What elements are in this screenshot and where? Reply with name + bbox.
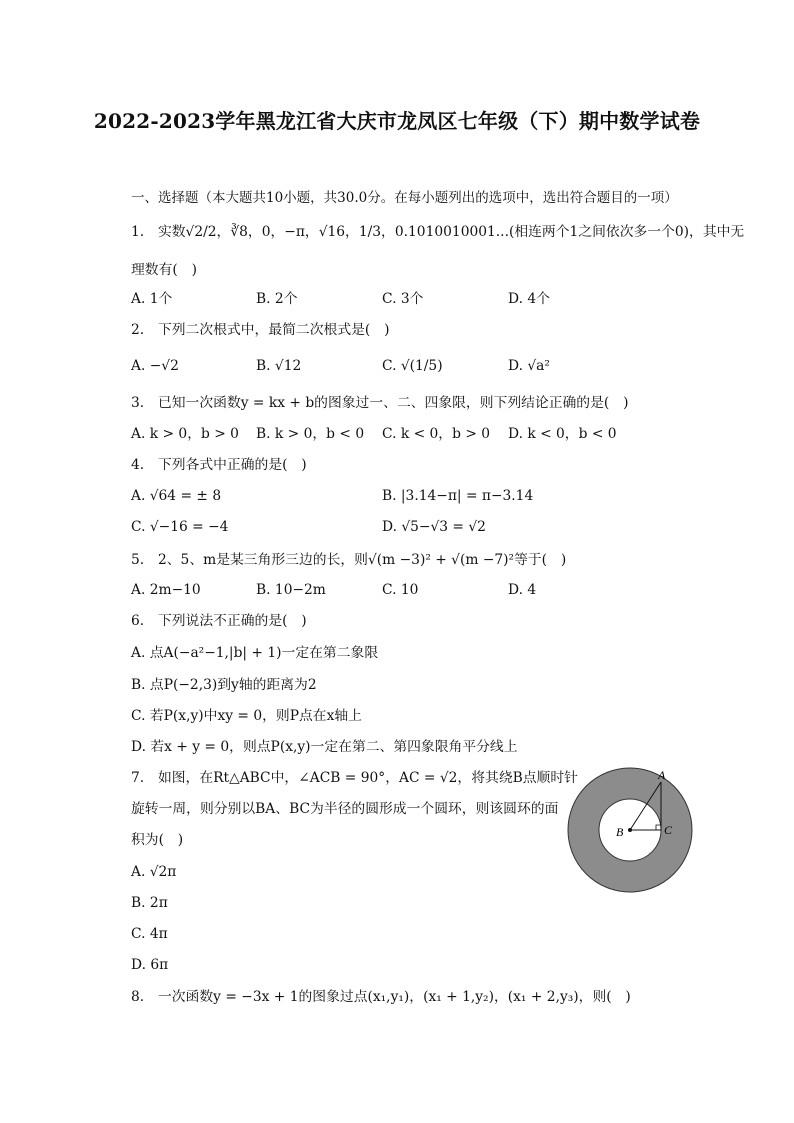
question-6-line-1: 6. 下列说法不正确的是( ) — [131, 613, 307, 629]
option-d[interactable]: D. k < 0，b < 0 — [508, 426, 617, 442]
option-d[interactable]: D. 若x + y = 0，则点P(x,y)一定在第二、第四象限角平分线上 — [131, 739, 518, 755]
option-a[interactable]: A. 2m−10 — [131, 582, 201, 598]
page-title: 2022-2023学年黑龙江省大庆市龙凤区七年级（下）期中数学试卷 — [93, 109, 701, 133]
option-c[interactable]: C. 10 — [382, 582, 419, 598]
question-7-line-1: 7. 如图，在Rt△ABC中，∠ACB = 90°，AC = √2，将其绕B点顺时针 — [131, 770, 578, 786]
option-a[interactable]: A. √2π — [131, 864, 177, 880]
option-c[interactable]: C. √(1/5) — [382, 358, 443, 374]
label-a: A — [658, 768, 666, 782]
question-7-line-3: 积为( ) — [131, 832, 184, 848]
option-a[interactable]: A. k > 0，b > 0 — [131, 426, 239, 442]
option-a[interactable]: A. 点A(−a²−1,|b| + 1)一定在第二象限 — [131, 645, 379, 661]
question-3-line-1: 3. 已知一次函数y = kx + b的图象过一、二、四象限，则下列结论正确的是( ) — [131, 395, 629, 411]
option-c[interactable]: C. 若P(x,y)中xy = 0，则P点在x轴上 — [131, 708, 362, 724]
option-d[interactable]: D. √a² — [508, 358, 550, 374]
option-b[interactable]: B. 2个 — [256, 291, 298, 307]
option-a[interactable]: A. −√2 — [131, 358, 179, 374]
question-7-line-2: 旋转一周，则分别以BA、BC为半径的圆形成一个圆环，则该圆环的面 — [131, 801, 559, 817]
annulus-figure — [566, 766, 694, 894]
label-c: C — [664, 823, 673, 837]
option-d[interactable]: D. 4个 — [508, 291, 550, 307]
option-b[interactable]: B. k > 0，b < 0 — [256, 426, 365, 442]
option-a[interactable]: A. 1个 — [131, 291, 173, 307]
option-c[interactable]: C. 4π — [131, 926, 168, 942]
option-d[interactable]: D. 4 — [508, 582, 537, 598]
option-b[interactable]: B. |3.14−π| = π−3.14 — [382, 488, 534, 504]
option-c[interactable]: C. √−16 = −4 — [131, 519, 229, 535]
question-8-line-1: 8. 一次函数y = −3x + 1的图象过点(x₁,y₁)，(x₁ + 1,y₂)，(x₁ + 2,y₃)，则( ) — [131, 989, 631, 1005]
option-b[interactable]: B. 点P(−2,3)到y轴的距离为2 — [131, 677, 317, 693]
question-2-line-1: 2. 下列二次根式中，最简二次根式是( ) — [131, 322, 390, 338]
center-point — [628, 828, 632, 832]
option-c[interactable]: C. k < 0，b > 0 — [382, 426, 491, 442]
question-1-line-2: 理数有( ) — [131, 262, 197, 278]
option-d[interactable]: D. 6π — [131, 957, 169, 973]
option-b[interactable]: B. 2π — [131, 895, 168, 911]
question-4-line-1: 4. 下列各式中正确的是( ) — [131, 457, 307, 473]
label-b: B — [616, 825, 624, 839]
question-5-line-1: 5. 2、5、m是某三角形三边的长，则√(m −3)² + √(m −7)²等于( ) — [131, 552, 567, 568]
option-d[interactable]: D. √5−√3 = √2 — [382, 519, 486, 535]
option-b[interactable]: B. √12 — [256, 358, 302, 374]
option-a[interactable]: A. √64 = ± 8 — [131, 488, 222, 504]
question-1-line-1: 1. 实数√2/2，∛8，0，−π，√16，1/3，0.1010010001...(相连两个1之间依次多一个0)，其中无 — [131, 224, 745, 240]
section-heading: 一、选择题（本大题共10小题，共30.0分。在每小题列出的选项中，选出符合题目的一项） — [131, 190, 678, 206]
option-c[interactable]: C. 3个 — [382, 291, 424, 307]
option-b[interactable]: B. 10−2m — [256, 582, 326, 598]
